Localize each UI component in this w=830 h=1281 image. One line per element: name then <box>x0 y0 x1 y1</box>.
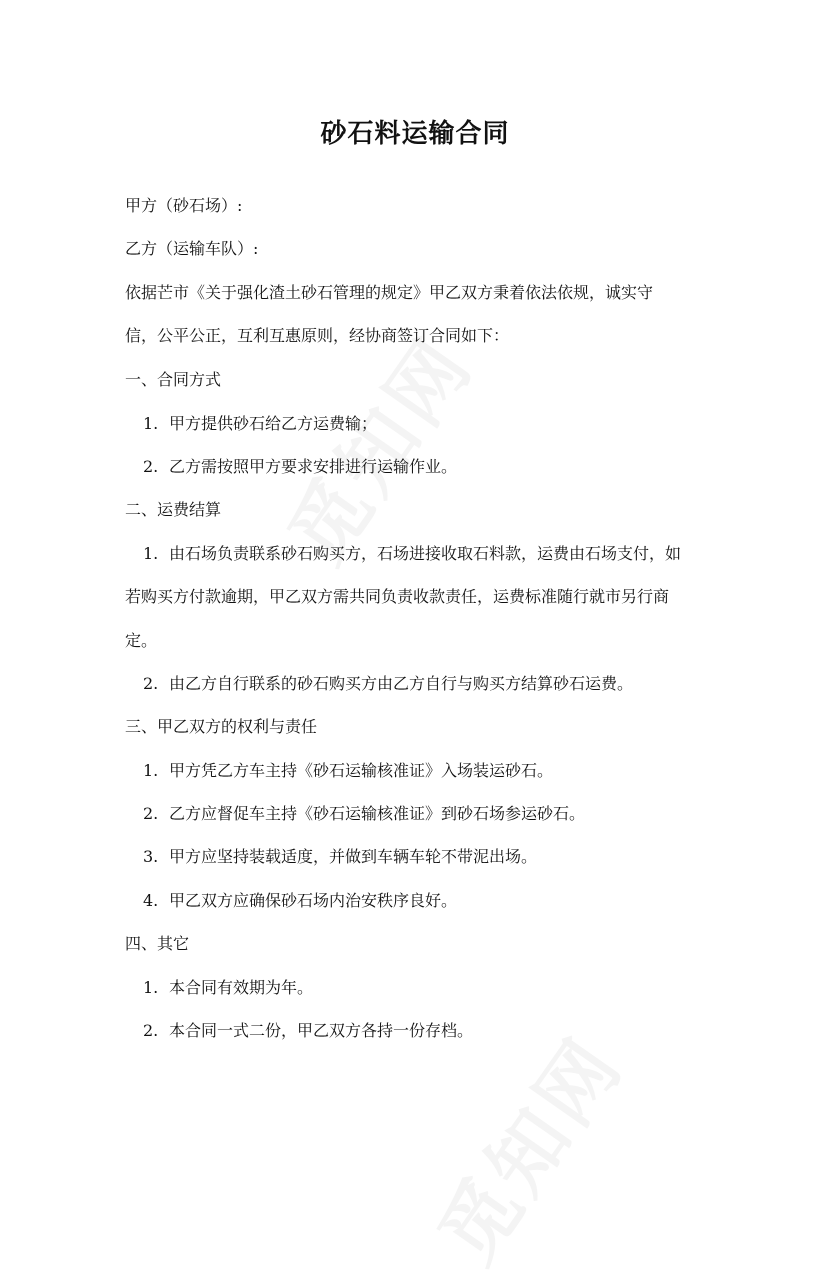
watermark <box>408 1011 644 1281</box>
document-title: 砂石料运输合同 <box>320 119 510 149</box>
list-item <box>143 890 457 912</box>
list-item-text: 本合同一式二份，甲乙双方各持一份存档。 <box>169 1021 474 1040</box>
list-item-text: 甲方应坚持装载适度，并做到车辆车轮不带泥出场。 <box>169 847 538 866</box>
section-heading: 四、其它 <box>125 934 190 953</box>
list-item <box>143 1020 473 1042</box>
list-item-number: 2. <box>143 1021 159 1040</box>
list-item-text: 由石场负责联系砂石购买方，石场进接收取石料款，运费由石场支付，如 <box>169 544 682 563</box>
list-item-number: 1. <box>143 761 159 780</box>
list-item-text: 甲乙双方应确保砂石场内治安秩序良好。 <box>169 891 458 910</box>
list-item-number: 2. <box>143 457 159 476</box>
list-item-number: 1. <box>143 544 159 563</box>
section-heading: 一、合同方式 <box>125 370 222 389</box>
list-item <box>143 673 633 695</box>
party-a-line: 甲方（砂石场）: <box>125 196 243 215</box>
list-item-text: 由乙方自行联系的砂石购买方由乙方自行与购买方结算砂石运费。 <box>169 674 634 693</box>
watermark <box>258 311 494 582</box>
list-item-number: 2. <box>143 804 159 823</box>
list-item <box>143 543 681 565</box>
list-item-text: 乙方需按照甲方要求安排进行运输作业。 <box>169 457 458 476</box>
party-b-line: 乙方（运输车队）: <box>125 239 259 258</box>
list-item <box>143 456 457 478</box>
list-item-continuation: 定。 <box>125 631 158 650</box>
list-item-continuation: 若购买方付款逾期，甲乙双方需共同负责收款责任，运费标准随行就市另行商 <box>125 587 670 606</box>
list-item-text: 甲方凭乙方车主持《砂石运输核准证》入场装运砂石。 <box>169 761 554 780</box>
list-item <box>143 977 313 999</box>
list-item-number: 3. <box>143 847 159 866</box>
list-item-text: 本合同有效期为年。 <box>169 978 314 997</box>
list-item-text: 甲方提供砂石给乙方运费输； <box>169 414 378 433</box>
intro-paragraph-line: 依据芒市《关于强化渣土砂石管理的规定》甲乙双方秉着依法依规，诚实守 <box>125 283 654 302</box>
section-heading: 三、甲乙双方的权利与责任 <box>125 717 318 736</box>
list-item-number: 1. <box>143 978 159 997</box>
list-item-number: 2. <box>143 674 159 693</box>
list-item <box>143 803 585 825</box>
intro-paragraph-line: 信，公平公正，互利互惠原则，经协商签订合同如下： <box>125 326 510 345</box>
list-item-number: 4. <box>143 891 159 910</box>
list-item <box>143 760 553 782</box>
list-item <box>143 846 537 868</box>
list-item-text: 乙方应督促车主持《砂石运输核准证》到砂石场参运砂石。 <box>169 804 586 823</box>
list-item <box>143 413 377 435</box>
section-heading: 二、运费结算 <box>125 500 222 519</box>
list-item-number: 1. <box>143 414 159 433</box>
